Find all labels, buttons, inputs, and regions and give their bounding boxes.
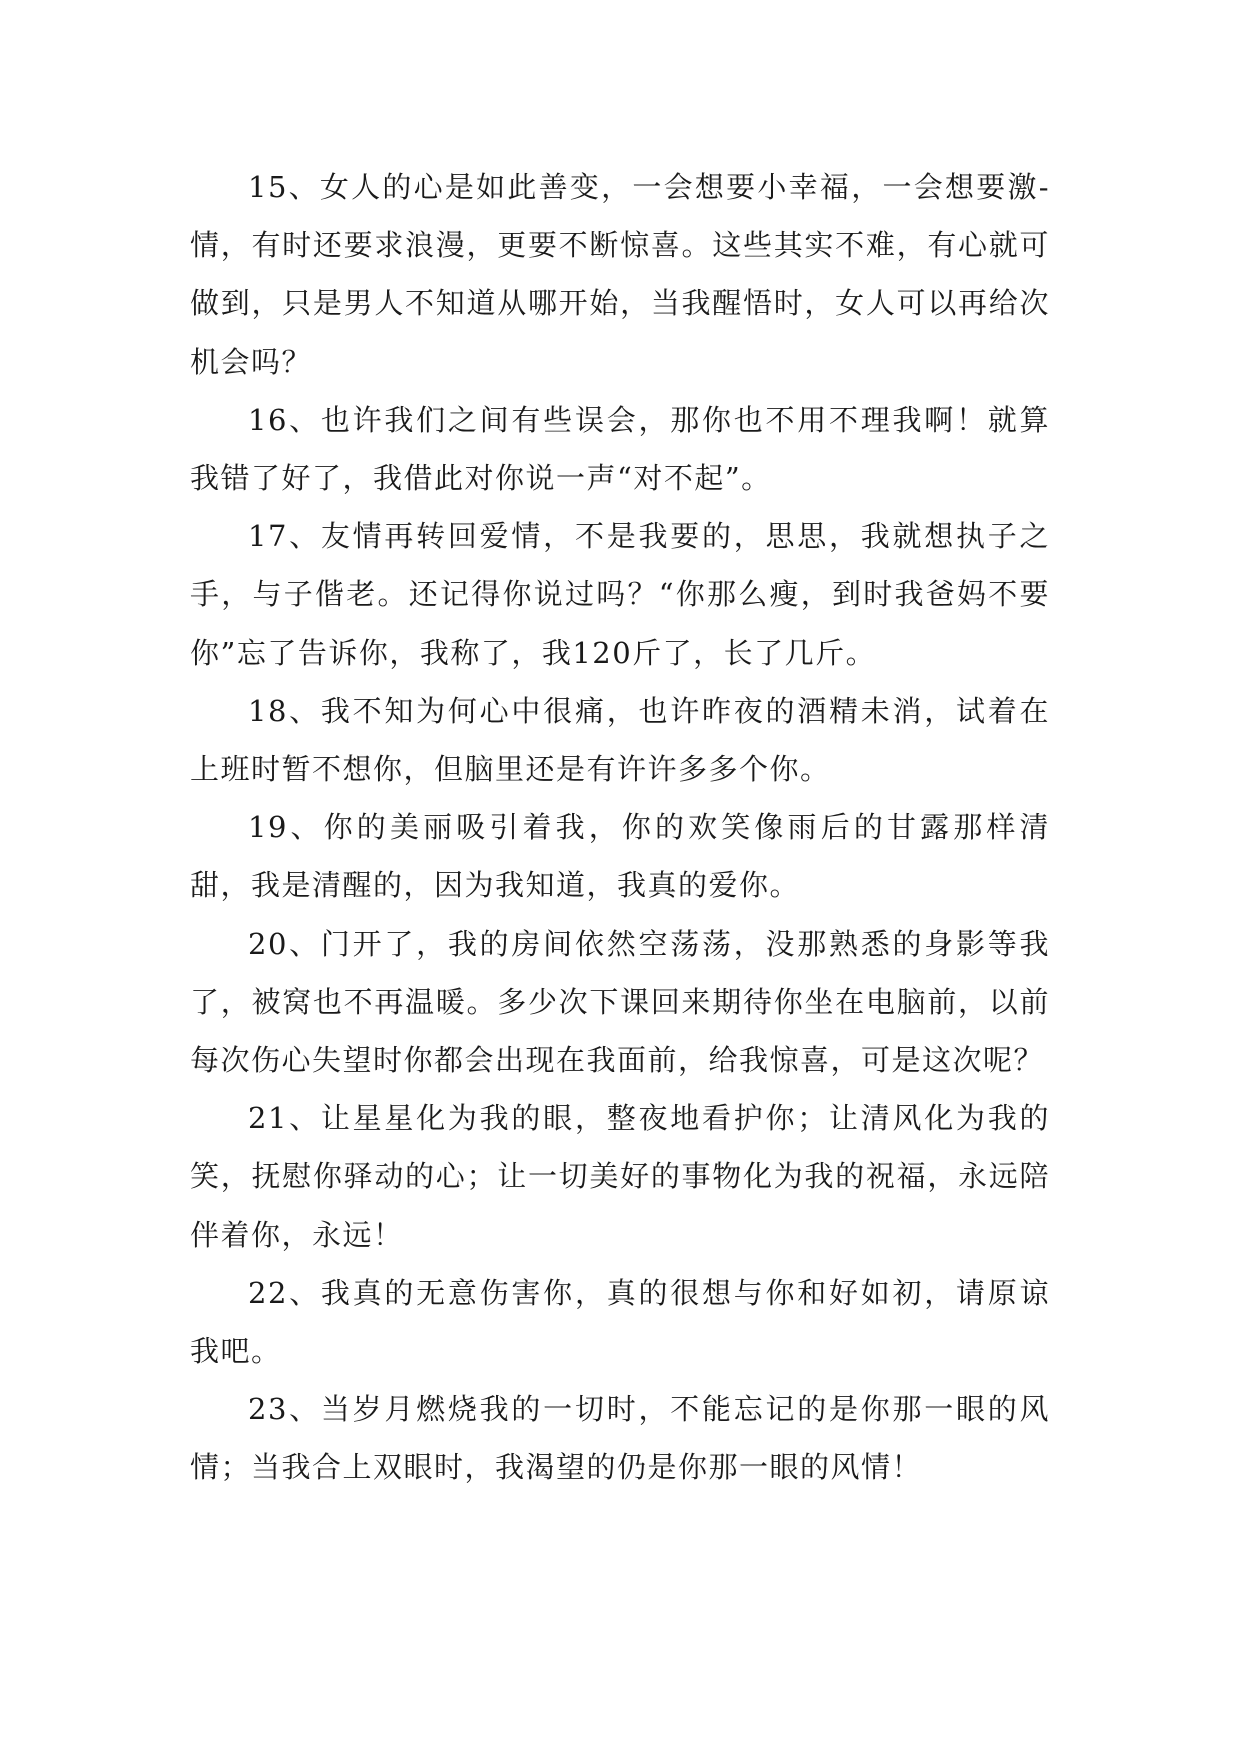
paragraph-19: 19、你的美丽吸引着我，你的欢笑像雨后的甘露那样清甜，我是清醒的，因为我知道，我真的爱你。 — [190, 810, 1050, 903]
document-body — [190, 158, 1050, 1497]
paragraph-16: 16、也许我们之间有些误会，那你也不用不理我啊！就算我错了好了，我借此对你说一声“对不起”。 — [190, 402, 1050, 496]
paragraph-20: 20、门开了，我的房间依然空荡荡，没那熟悉的身影等我了，被窝也不再温暖。多少次下课回来期待你坐在电脑前，以前每次伤心失望时你都会出现在我面前，给我惊喜，可是这次呢？ — [190, 926, 1050, 1078]
paragraph-21: 21、让星星化为我的眼，整夜地看护你；让清风化为我的笑，抚慰你驿动的心；让一切美好的事物化为我的祝福，永远陪伴着你，永远！ — [190, 1101, 1050, 1252]
paragraph-18: 18、我不知为何心中很痛，也许昨夜的酒精未消，试着在上班时暂不想你，但脑里还是有许许多多个你。 — [190, 693, 1050, 787]
paragraph-15: 15、女人的心是如此善变，一会想要小幸福，一会想要激-情，有时还要求浪漫，更要不断惊喜。这些其实不难，有心就可做到，只是男人不知道从哪开始，当我醒悟时，女人可以再给次机会吗？ — [190, 170, 1050, 379]
paragraph-17: 17、友情再转回爱情，不是我要的，思思，我就想执子之手，与子偕老。还记得你说过吗？“你那么瘦，到时我爸妈不要你”忘了告诉你，我称了，我120斤了，长了几斤。 — [190, 519, 1050, 670]
paragraph-22: 22、我真的无意伤害你，真的很想与你和好如初，请原谅我吧。 — [190, 1275, 1050, 1369]
paragraph-23: 23、当岁月燃烧我的一切时，不能忘记的是你那一眼的风情；当我合上双眼时，我渴望的仍是你那一眼的风情！ — [190, 1392, 1050, 1485]
